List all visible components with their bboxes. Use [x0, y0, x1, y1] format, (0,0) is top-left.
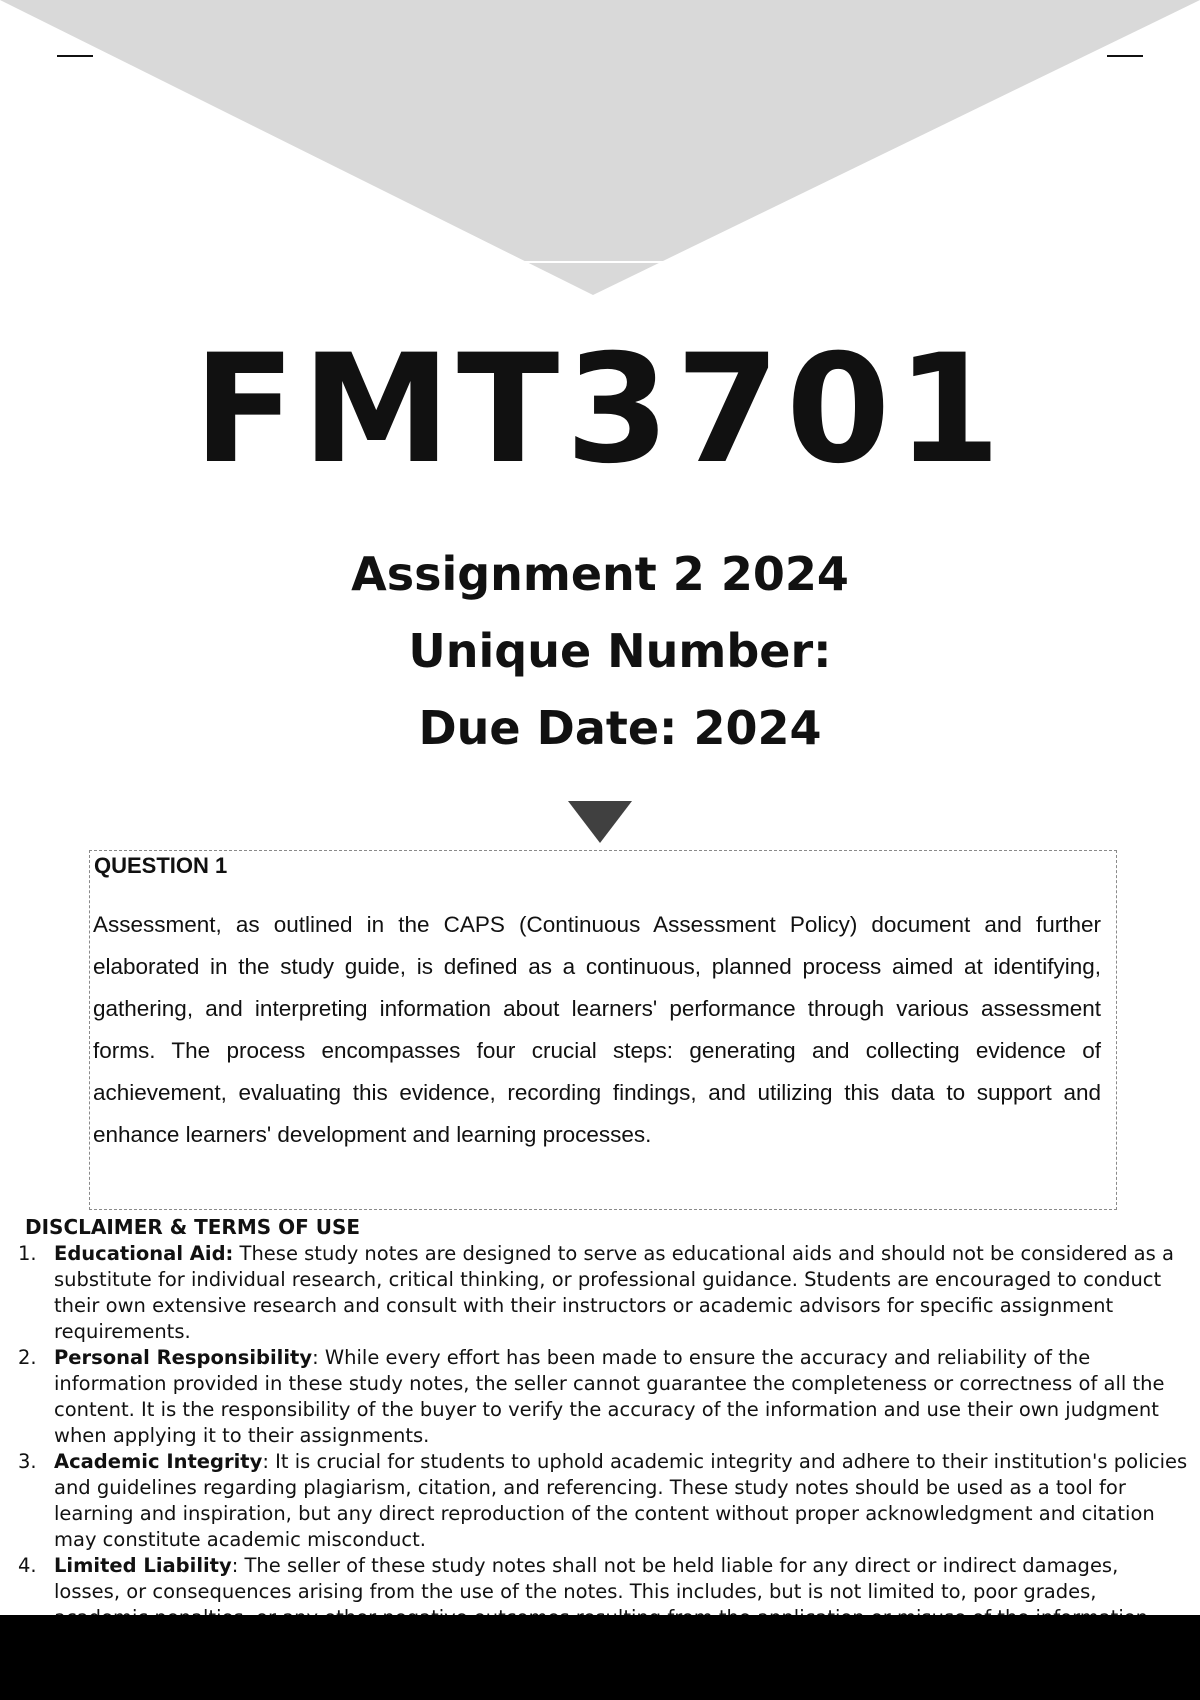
down-triangle-icon: [568, 801, 632, 843]
disclaimer-title: DISCLAIMER & TERMS OF USE: [25, 1215, 361, 1239]
corner-rule-left: [57, 55, 93, 57]
list-item-number: 4.: [18, 1554, 37, 1577]
list-item-text: These study notes are designed to serve as educational aids and should not be considered as a substitute for individual research, critical thinking, or professional guidance. Students are encouraged to conduct their own extensive research and consult with their instructors or academic advisors for specific assignment requirements.: [54, 1242, 1174, 1343]
list-item-heading: Educational Aid:: [54, 1242, 234, 1265]
question-body: Assessment, as outlined in the CAPS (Continuous Assessment Policy) document and further elaborated in the study guide, is defined as a continuous, planned process aimed at identifying, gathering, and interpreting information about learners' performance through various assessment forms. The process encompasses four crucial steps: generating and collecting evidence of achievement, evaluating this evidence, recording findings, and utilizing this data to support and enhance learners' development and learning processes.: [93, 912, 1101, 1147]
list-item-heading: Limited Liability: [54, 1554, 232, 1577]
corner-rule-right: [1107, 55, 1143, 57]
list-item-text: : It is crucial for students to uphold academic integrity and adhere to their institution's policies and guidelines regarding plagiarism, citation, and referencing. These study notes should be used as a tool for learning and inspiration, but any direct reproduction of the content without proper acknowledgment and citation may constitute academic misconduct.: [54, 1450, 1188, 1551]
question-box: [89, 850, 1117, 1210]
due-date-label: Due Date: 2024: [418, 701, 822, 755]
list-item-number: 3.: [18, 1450, 37, 1473]
list-item: [0, 1241, 1190, 1345]
list-item: [0, 1345, 1190, 1449]
assignment-title: Assignment 2 2024: [351, 547, 849, 601]
unique-number-label: Unique Number:: [408, 624, 832, 678]
top-banner-graphic: [0, 0, 1200, 300]
list-item-number: 1.: [18, 1242, 37, 1265]
course-code-title: FMT3701: [193, 323, 1007, 497]
list-item-heading: Personal Responsibility: [54, 1346, 313, 1369]
bottom-overlay-bar: [0, 1615, 1200, 1700]
question-title: QUESTION 1: [94, 853, 228, 878]
list-item-text: : While every effort has been made to ensure the accuracy and reliability of the information provided in these study notes, the seller cannot guarantee the completeness or correctness of all the content. It is the responsibility of the buyer to verify the accuracy of the information and use their own judgment when applying it to their assignments.: [54, 1346, 1165, 1447]
list-item-heading: Academic Integrity: [54, 1450, 263, 1473]
list-item-number: 2.: [18, 1346, 37, 1369]
disclaimer-list: [0, 1241, 1190, 1631]
list-item: [0, 1449, 1190, 1553]
list-item-text: : The seller of these study notes shall not be held liable for any direct or indirect damages, losses, or consequences arising from the use of the notes. This includes, but is not limited to, poor grades,: [54, 1554, 1119, 1603]
